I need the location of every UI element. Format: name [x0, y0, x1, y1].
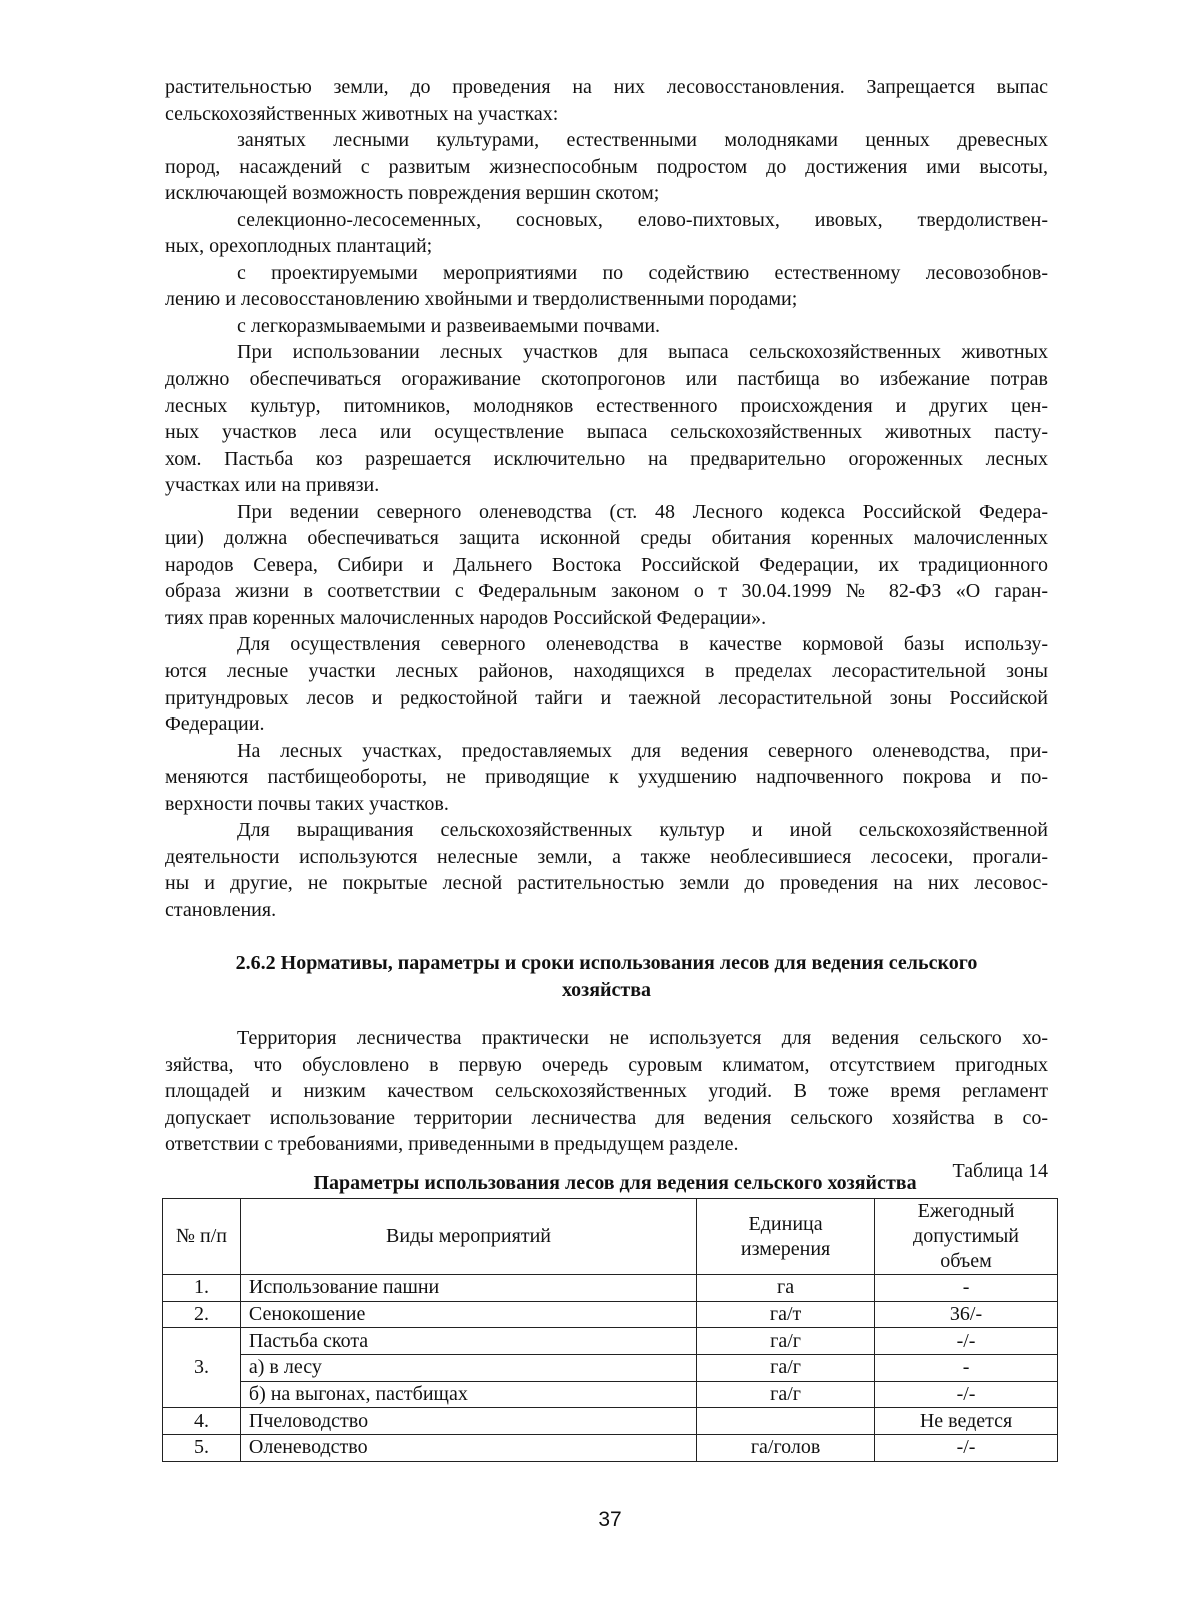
- table-row: [163, 1435, 1058, 1462]
- paragraph: [165, 817, 1048, 923]
- text-line: пород, насаждений с развитым жизнеспособным подростом до достижения ими высоты,: [165, 155, 1048, 178]
- section-heading-line-2: хозяйства: [561, 978, 652, 1001]
- row-unit: га: [697, 1275, 875, 1302]
- table-row: [163, 1328, 1058, 1355]
- row-volume: -/-: [875, 1381, 1058, 1408]
- paragraph: [165, 339, 1048, 498]
- spacer: [165, 924, 1048, 951]
- text-line: Федерации.: [165, 713, 265, 736]
- document-body: [165, 74, 1048, 1184]
- row-volume: Не ведется: [875, 1408, 1058, 1435]
- row-activity: б) на выгонах, пастбищах: [240, 1381, 696, 1408]
- text-line: Для выращивания сельскохозяйственных культур и иной сельскохозяйственной: [237, 819, 1048, 842]
- text-line: ются лесные участки лесных районов, находящихся в пределах лесорастительной зоны: [165, 660, 1048, 683]
- row-activity: Использование пашни: [240, 1275, 696, 1302]
- table-header-row: [163, 1199, 1058, 1275]
- row-number: 2.: [163, 1301, 241, 1328]
- text-line: зяйства, что обусловлено в первую очередь суровым климатом, отсутствием пригодных: [165, 1053, 1048, 1076]
- text-line: деятельности используются нелесные земли, а также необлесившиеся лесосеки, прогали-: [165, 845, 1048, 868]
- text-line: лесных культур, питомников, молодняков естественного происхождения и других цен-: [165, 394, 1048, 417]
- text-line: селекционно-лесосеменных, сосновых, елово-пихтовых, ивовых, твердолиствен-: [237, 208, 1048, 231]
- header-number: № п/п: [163, 1199, 241, 1275]
- paragraph: [165, 313, 1048, 340]
- table-row: [163, 1381, 1058, 1408]
- text-line: участках или на привязи.: [165, 474, 380, 497]
- paragraph: [165, 631, 1048, 737]
- row-volume: 36/-: [875, 1301, 1058, 1328]
- table-row: [163, 1355, 1058, 1382]
- row-activity: Пчеловодство: [240, 1408, 696, 1435]
- text-line: становления.: [165, 898, 277, 921]
- row-activity: Пастьба скота: [240, 1328, 696, 1355]
- paragraph: [165, 74, 1048, 127]
- row-unit: [697, 1408, 875, 1435]
- table-row: [163, 1301, 1058, 1328]
- paragraph: [165, 127, 1048, 207]
- text-line: меняются пастбищеобороты, не приводящие к ухудшению надпочвенного покрова и по-: [165, 766, 1048, 789]
- paragraph: [165, 207, 1048, 260]
- row-volume: -/-: [875, 1435, 1058, 1462]
- row-volume: -/-: [875, 1328, 1058, 1355]
- table-row: [163, 1275, 1058, 1302]
- text-line: При ведении северного оленеводства (ст. 48 Лесного кодекса Российской Федера-: [237, 500, 1048, 523]
- text-line: хом. Пастьба коз разрешается исключительно на предварительно огороженных лесных: [165, 447, 1048, 470]
- text-line: ответствии с требованиями, приведенными в предыдущем разделе.: [165, 1133, 739, 1156]
- row-unit: га/г: [697, 1328, 875, 1355]
- text-line: тиях прав коренных малочисленных народов Российской Федерации».: [165, 606, 767, 629]
- text-line: образа жизни в соответствии с Федеральным законом о т 30.04.1999 № 82-ФЗ «О гаран-: [165, 580, 1048, 603]
- body-paragraphs: [165, 74, 1048, 924]
- paragraph: [165, 260, 1048, 313]
- text-line: На лесных участках, предоставляемых для ведения северного оленеводства, при-: [237, 739, 1048, 762]
- row-number: 5.: [163, 1435, 241, 1462]
- text-line: сельскохозяйственных животных на участках:: [165, 102, 559, 125]
- row-unit: га/голов: [697, 1435, 875, 1462]
- text-line: с проектируемыми мероприятиями по содействию естественному лесовозобнов-: [237, 261, 1048, 284]
- text-line: Для осуществления северного оленеводства в качестве кормовой базы использу-: [237, 633, 1048, 656]
- page-number: 37: [598, 1508, 622, 1531]
- spacer: [165, 1003, 1048, 1025]
- text-line: народов Севера, Сибири и Дальнего Востока Российской Федерации, их традиционного: [165, 553, 1048, 576]
- text-line: допускает использование территории лесничества для ведения сельского хозяйства в со-: [165, 1106, 1048, 1129]
- row-volume: -: [875, 1275, 1058, 1302]
- text-line: ны и другие, не покрытые лесной растительностью земли до проведения на них лесовос-: [165, 872, 1048, 895]
- text-line: с легкоразмываемыми и развеиваемыми почвами.: [237, 314, 661, 337]
- paragraph: [165, 738, 1048, 818]
- parameters-table: [162, 1198, 1058, 1462]
- row-number: 1.: [163, 1275, 241, 1302]
- table-row: [163, 1408, 1058, 1435]
- text-line: ных участков леса или осуществление выпаса сельскохозяйственных животных пасту-: [165, 421, 1048, 444]
- text-line: При использовании лесных участков для выпаса сельскохозяйственных животных: [237, 341, 1048, 364]
- text-line: притундровых лесов и редкостойной тайги и таежной лесорастительной зоны Российской: [165, 686, 1048, 709]
- text-line: исключающей возможность повреждения вершин скотом;: [165, 182, 660, 205]
- text-line: должно обеспечиваться огораживание скотопрогонов или пастбища во избежание потрав: [165, 368, 1048, 391]
- section-heading-line-1: 2.6.2 Нормативы, параметры и сроки использования лесов для ведения сельского: [235, 952, 978, 975]
- row-activity: Сенокошение: [240, 1301, 696, 1328]
- header-activity: Виды мероприятий: [240, 1199, 696, 1275]
- row-unit: га/г: [697, 1381, 875, 1408]
- row-unit: га/т: [697, 1301, 875, 1328]
- row-number: 3.: [163, 1328, 241, 1408]
- row-unit: га/г: [697, 1355, 875, 1382]
- table-caption: Параметры использования лесов для ведения сельского хозяйства: [313, 1172, 917, 1194]
- text-line: растительностью земли, до проведения на них лесовосстановления. Запрещается выпас: [165, 76, 1048, 98]
- text-line: площадей и низким качеством сельскохозяйственных угодий. В тоже время регламент: [165, 1080, 1048, 1103]
- section-paragraph: [165, 1025, 1048, 1158]
- table-label: Таблица 14: [952, 1159, 1048, 1182]
- text-line: ных, орехоплодных плантаций;: [165, 235, 433, 258]
- header-unit: Единица измерения: [697, 1199, 875, 1275]
- row-number: 4.: [163, 1408, 241, 1435]
- row-volume: -: [875, 1355, 1058, 1382]
- row-activity: а) в лесу: [240, 1355, 696, 1382]
- row-activity: Оленеводство: [240, 1435, 696, 1462]
- text-line: ции) должна обеспечиваться защита исконной среды обитания коренных малочисленных: [165, 527, 1048, 550]
- text-line: Территория лесничества практически не используется для ведения сельского хо-: [237, 1027, 1048, 1050]
- header-volume: Ежегодный допустимый объем: [875, 1199, 1058, 1275]
- text-line: занятых лесными культурами, естественными молодняками ценных древесных: [237, 129, 1048, 152]
- paragraph: [165, 499, 1048, 632]
- text-line: лению и лесовосстановлению хвойными и твердолиственными породами;: [165, 288, 798, 311]
- text-line: верхности почвы таких участков.: [165, 792, 449, 815]
